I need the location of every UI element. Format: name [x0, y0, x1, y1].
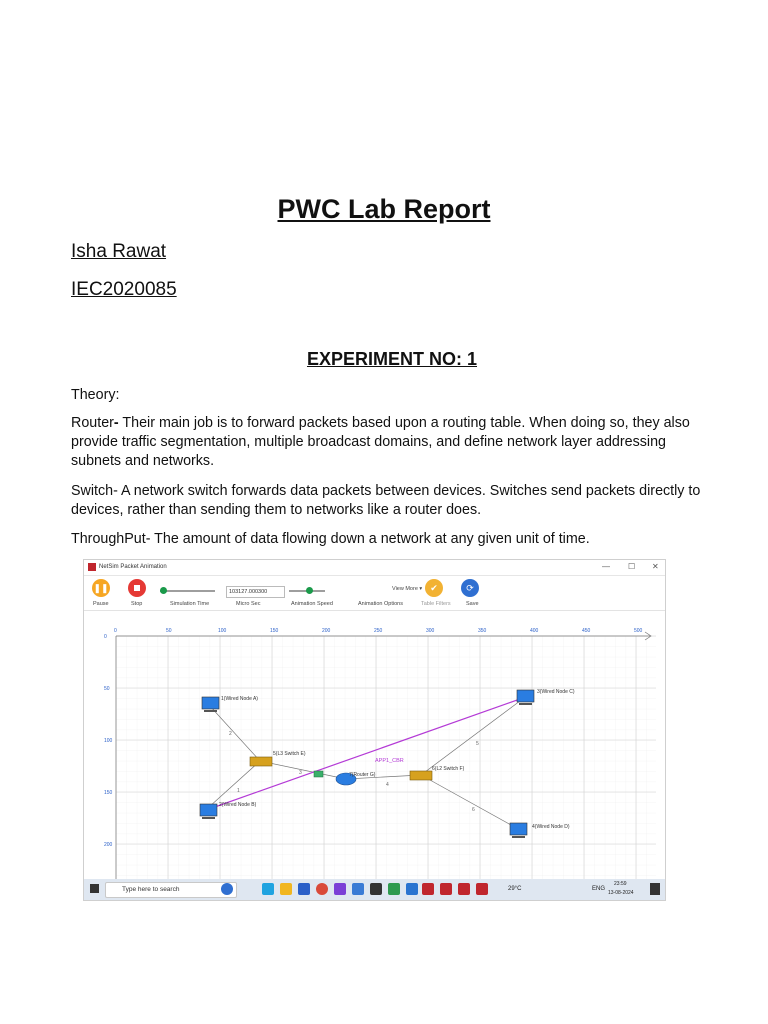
x-tick-label: 450: [582, 628, 591, 634]
computer-base: [519, 703, 532, 705]
mail-icon[interactable]: [298, 883, 310, 895]
table-filters-label: Table Filters: [421, 601, 451, 607]
app-flow-label: APP1_CBR: [375, 758, 404, 764]
router-paragraph: [71, 414, 711, 471]
author-name: Isha Rawat: [71, 241, 167, 262]
switch-icon: [410, 771, 432, 780]
wired-node-d-label: 4(Wired Node D): [532, 824, 570, 830]
link-label-5: 5: [476, 741, 479, 747]
computer-base: [204, 710, 217, 712]
router-text: Their main job is to forward packets based upon a routing table. When doing so, they also provide traffic segmentation, multiple broadcast domains, and define network layer addressing subnets and networks.: [71, 415, 690, 469]
computer-base: [512, 836, 525, 838]
router-term: Router: [71, 415, 114, 431]
wired-node-a-label: 1(Wired Node A): [221, 696, 258, 702]
computer-icon: [510, 823, 527, 835]
simulation-time-slider[interactable]: [160, 590, 215, 592]
x-tick-label: 250: [374, 628, 383, 634]
netsim-screenshot: [83, 559, 666, 901]
file-explorer-icon[interactable]: [280, 883, 292, 895]
chrome-icon[interactable]: [316, 883, 328, 895]
save-icon: ⟳: [466, 582, 474, 593]
y-tick-label: 200: [104, 842, 113, 848]
x-tick-label: 100: [218, 628, 227, 634]
x-tick-label: 0: [114, 628, 117, 634]
netsim-icon[interactable]: [440, 883, 452, 895]
simulation-time-label: Simulation Time: [170, 601, 210, 607]
y-tick-label: 0: [104, 634, 107, 640]
filter-check-icon: ✔: [430, 582, 438, 593]
wired-node-c-label: 3(Wired Node C): [537, 689, 575, 695]
edge-icon[interactable]: [262, 883, 274, 895]
animation-speed-label: Animation Speed: [291, 601, 333, 607]
app-icon[interactable]: [334, 883, 346, 895]
time-unit-label: Micro Sec: [236, 601, 261, 607]
switch-e-label: 5(L3 Switch E): [273, 751, 306, 757]
netsim-icon[interactable]: [458, 883, 470, 895]
x-tick-label: 500: [634, 628, 643, 634]
weather-text[interactable]: 29°C: [508, 886, 522, 892]
close-button[interactable]: ✕: [652, 562, 659, 571]
x-tick-label: 400: [530, 628, 539, 634]
network-diagram: [84, 611, 665, 879]
y-tick-label: 100: [104, 738, 113, 744]
theory-label: Theory:: [71, 387, 120, 403]
simulation-time-input[interactable]: 103127.000300: [226, 586, 285, 598]
computer-icon: [200, 804, 217, 816]
stop-label: Stop: [131, 601, 143, 607]
pause-label: Pause: [93, 601, 109, 607]
x-tick-label: 50: [166, 628, 172, 634]
animation-speed-knob[interactable]: [306, 587, 313, 594]
stop-button[interactable]: [128, 579, 146, 597]
router-g-label: 7(Router G): [349, 772, 376, 778]
link-label-2: 2: [229, 731, 232, 737]
netsim-icon[interactable]: [422, 883, 434, 895]
router-dash: -: [113, 415, 119, 431]
switch-icon: [250, 757, 272, 766]
computer-icon: [202, 697, 219, 709]
vscode-icon[interactable]: [406, 883, 418, 895]
language-indicator[interactable]: ENG: [592, 886, 606, 892]
stop-icon: [134, 585, 140, 591]
link-label-3: 3: [299, 770, 302, 776]
computer-icon: [517, 690, 534, 702]
switch-f-label: 6(L2 Switch F): [432, 766, 465, 772]
y-tick-label: 150: [104, 790, 113, 796]
throughput-paragraph: ThroughPut- The amount of data flowing down a network at any given unit of time.: [71, 531, 590, 547]
clock-time[interactable]: 23:59: [614, 881, 627, 887]
save-label: Save: [466, 601, 479, 607]
x-tick-label: 200: [322, 628, 331, 634]
bing-icon[interactable]: [221, 883, 233, 895]
table-filters-button[interactable]: [425, 579, 443, 597]
minimize-button[interactable]: —: [602, 562, 610, 571]
computer-base: [202, 817, 215, 819]
window-title: NetSim Packet Animation: [99, 564, 167, 570]
windows-taskbar: [84, 879, 665, 900]
netsim-icon[interactable]: [476, 883, 488, 895]
netsim-app-icon: [88, 563, 96, 571]
taskbar-search-input[interactable]: [105, 882, 237, 898]
app-icon[interactable]: [370, 883, 382, 895]
windows-start-icon[interactable]: [90, 884, 99, 893]
search-placeholder: Type here to search: [122, 886, 180, 893]
x-tick-label: 300: [426, 628, 435, 634]
simulation-time-knob[interactable]: [160, 587, 167, 594]
page-title: PWC Lab Report: [277, 194, 491, 224]
roll-number: IEC2020085: [71, 279, 177, 300]
switch-paragraph: Switch- A network switch forwards data packets between devices. Switches send packets directly to devices, rather than sending them to networks like a router does.: [71, 483, 701, 518]
experiment-heading: EXPERIMENT NO: 1: [306, 349, 478, 369]
wired-node-b-label: 2(Wired Node B): [219, 802, 257, 808]
pause-button[interactable]: [92, 579, 110, 597]
pause-icon: ❚❚: [93, 582, 109, 593]
x-tick-label: 350: [478, 628, 487, 634]
app-icon[interactable]: [388, 883, 400, 895]
packet-icon: [314, 771, 323, 777]
maximize-button[interactable]: ☐: [628, 562, 636, 571]
link-label-4: 4: [386, 782, 389, 788]
link-label-6: 6: [472, 807, 475, 813]
animation-options-label: Animation Options: [358, 601, 403, 607]
window-titlebar: [84, 560, 665, 576]
clock-date[interactable]: 13-08-2024: [608, 890, 634, 896]
notification-icon[interactable]: [650, 883, 660, 895]
app-icon[interactable]: [352, 883, 364, 895]
x-tick-label: 150: [270, 628, 279, 634]
save-button[interactable]: [461, 579, 479, 597]
y-tick-label: 50: [104, 686, 110, 692]
view-more-dropdown[interactable]: View More ▾: [392, 586, 423, 592]
link-label-1: 1: [237, 788, 240, 794]
network-canvas: [84, 611, 665, 879]
animation-toolbar: [84, 576, 665, 611]
